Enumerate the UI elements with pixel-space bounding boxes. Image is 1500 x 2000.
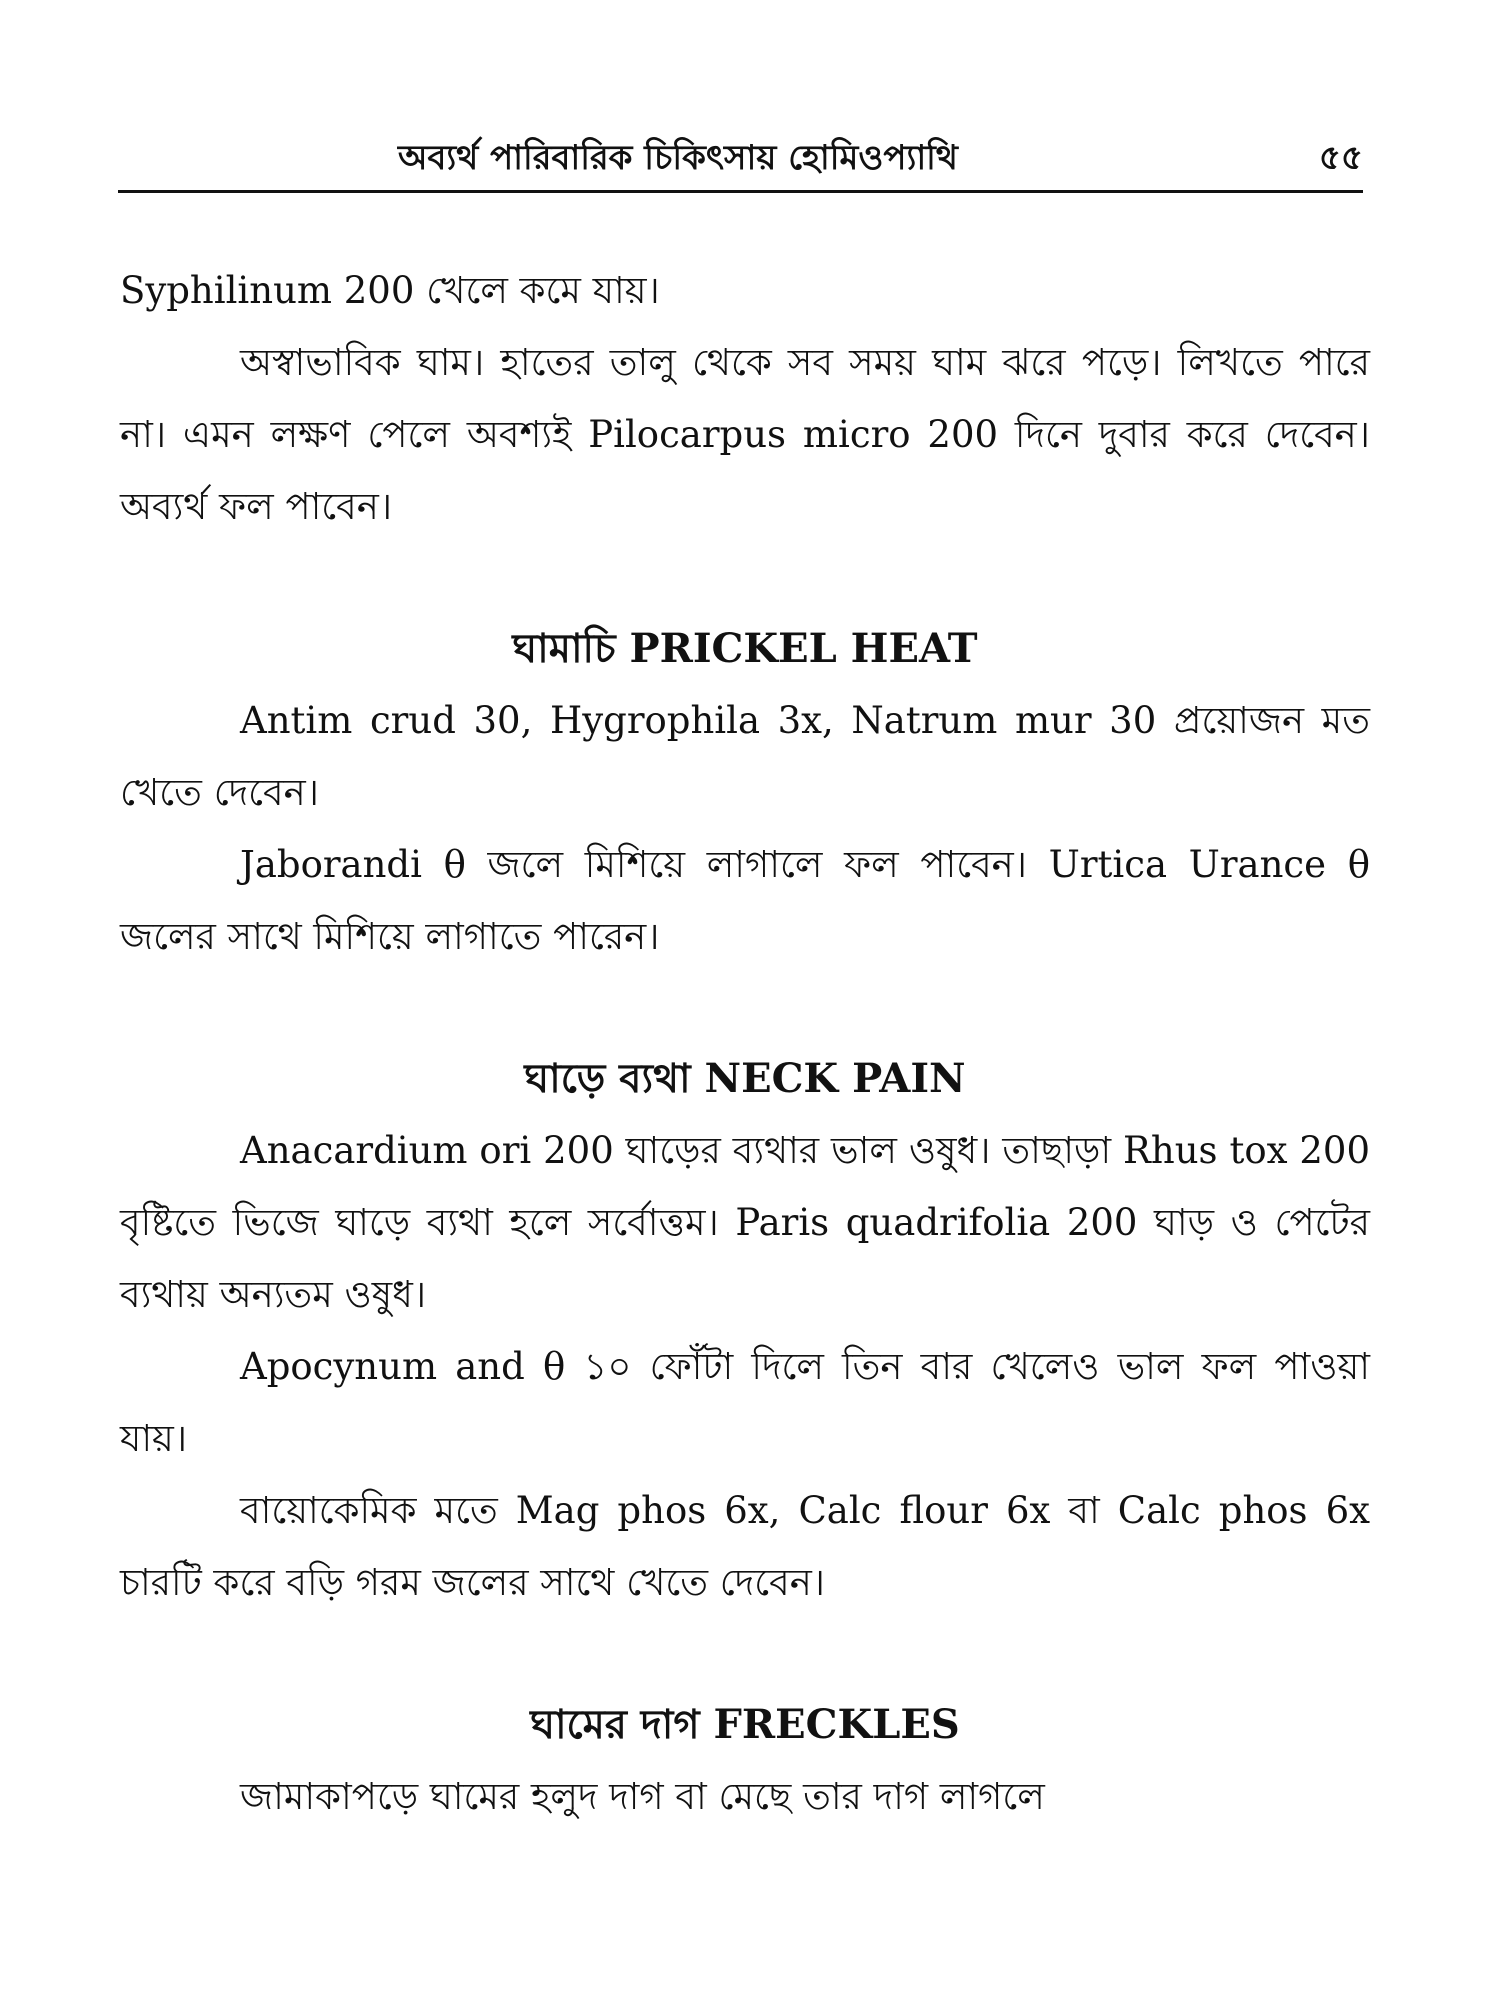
paragraph: জামাকাপড়ে ঘামের হলুদ দাগ বা মেছে তার দাগ লাগলে (240, 1775, 1045, 1818)
page-number: ৫৫ (1318, 138, 1363, 178)
section-heading: ঘাড়ে ব্যথা NECK PAIN (524, 1055, 966, 1102)
paragraph: Jaborandi θ জলে মিশিয়ে লাগালে ফল পাবেন। Urtica Urance θ জলের সাথে মিশিয়ে লাগাতে পারেন। (120, 843, 1370, 958)
section-neck-pain (120, 1043, 1370, 1619)
paragraph: Syphilinum 200 খেলে কমে যায়। (120, 269, 660, 312)
paragraph: Anacardium ori 200 ঘাড়ের ব্যথার ভাল ওষুধ। তাছাড়া Rhus tox 200 বৃষ্টিতে ভিজে ঘাড়ে ব্যথা হলে সর্বোত্তম। Paris quadrifolia 200 ঘাড় ও পেটের ব্যথায় অন্যতম ওষুধ। (120, 1129, 1370, 1316)
section-freckles (120, 1689, 1370, 1833)
page-body (120, 255, 1370, 1833)
paragraph: বায়োকেমিক মতে Mag phos 6x, Calc flour 6x বা Calc phos 6x চারটি করে বড়ি গরম জলের সাথে খেতে দেবেন। (120, 1489, 1370, 1604)
paragraph: Apocynum and θ ১০ ফোঁটা দিলে তিন বার খেলেও ভাল ফল পাওয়া যায়। (120, 1345, 1370, 1460)
paragraph: অস্বাভাবিক ঘাম। হাতের তালু থেকে সব সময় ঘাম ঝরে পড়ে। লিখতে পারে না। এমন লক্ষণ পেলে অবশ্যই Pilocarpus micro 200 দিনে দুবার করে দেবেন। অব্যর্থ ফল পাবেন। (120, 341, 1370, 528)
section-heading: ঘামের দাগ FRECKLES (530, 1701, 960, 1748)
section-heading: ঘামাচি PRICKEL HEAT (512, 625, 978, 672)
running-header-title: অব্যর্থ পারিবারিক চিকিৎসায় হোমিওপ্যাথি (398, 138, 958, 178)
section-prickly-heat (120, 613, 1370, 973)
paragraph: Antim crud 30, Hygrophila 3x, Natrum mur 30 প্রয়োজন মত খেতে দেবেন। (120, 699, 1370, 814)
running-header (118, 120, 1363, 193)
